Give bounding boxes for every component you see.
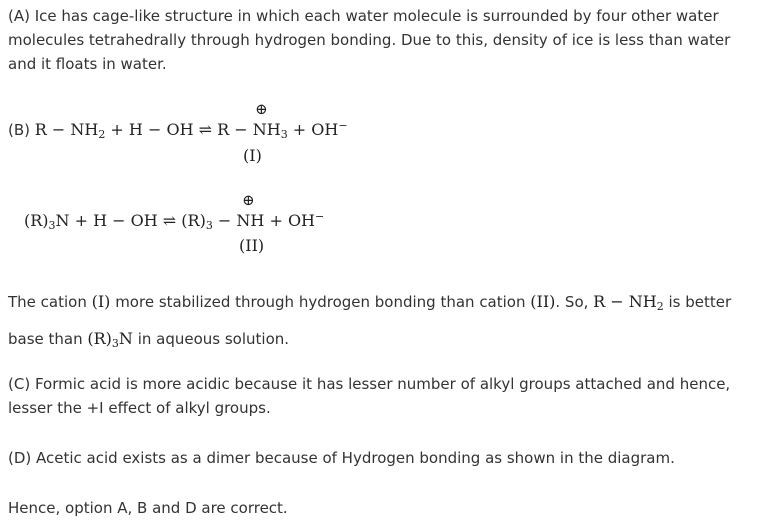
paragraph-d: (D) Acetic acid exists as a dimer because of Hydrogen bonding as shown in the diagram.: [8, 449, 675, 467]
eq2-product: NH: [236, 211, 265, 230]
eq1-label: (I): [243, 146, 262, 165]
eq1-lhs: $R - NH_2 + H$ − OH ⇌ $R - NH_3 + OH^-$: [34, 119, 348, 141]
paragraph-a: (A) Ice has cage-like structure in which each water molecule is surrounded by four other water molecules tetrahedrally through hydrogen bonding. Due to this, density of ice is less than water and it floats in water.: [8, 7, 731, 73]
paragraph-c: (C) Formic acid is more acidic because it has lesser number of alkyl groups attached and hence, lesser the +I effect of alkyl groups.: [8, 375, 731, 417]
paragraph-b-explanation: The cation (I) more stabilized through hydrogen bonding than cation (II). So, $R - NH_2$ is better base than $(R)_3N$ in aqueous solution.: [8, 292, 732, 350]
equation-1: [8, 116, 348, 145]
eq2-label: (II): [239, 236, 265, 255]
conclusion: Hence, option A, B and D are correct.: [8, 499, 288, 517]
eq2-charge: ⊕: [242, 191, 255, 209]
eq1-charge: ⊕: [255, 100, 268, 118]
equation-2: $(R)_3N + H$ − OH ⇌ $(R)_3$ − NH + OH−: [24, 210, 325, 232]
eq1-prefix: (B): [8, 121, 35, 139]
eq1-product: NH: [252, 120, 281, 139]
